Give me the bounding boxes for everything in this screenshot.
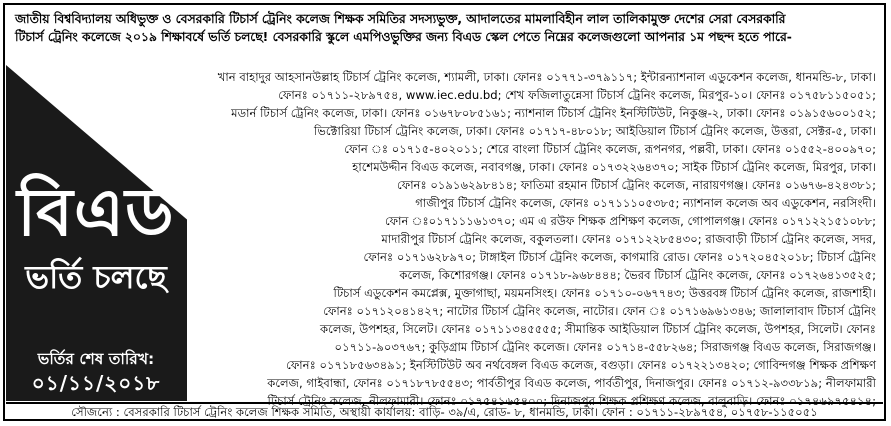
listing-line: কলেজ, উপশহর, সিলেট। ফোনঃ ০১৭১১৩৪৫৫৫৫; সীমান্তিক আইডিয়াল টিচার্স ট্রেনিং কলেজ, উপশহর, সিলেট। ফোনঃ xyxy=(320,322,876,336)
listing-line: মাদারীপুর টিচার্স ট্রেনিং কলেজ, বকুলতলা। ফোনঃ ০১৭১২২৮৫৪৩০; রাজবাড়ী টিচার্স ট্রেনিং কলেজ, সদর, xyxy=(381,232,876,246)
headline-title: বিএড xyxy=(17,173,175,251)
listing-line: টিচার্স ট্রেনিং কলেজ, নীলফামারী। ফোনঃ ০১৭৫৪১৬৫৪০০; দিনাজপুর শিক্ষক প্রশিক্ষণ কলেজ, বালুবাড়ি। ফোনঃ ০১৭৪৬৯৭৫৪১৪; xyxy=(267,394,876,408)
advertisement xyxy=(3,3,886,421)
listing-line: হাশেমউদ্দীন বিএড কলেজ, নবাবগঞ্জ, ঢাকা। ফোনঃ ০১৭৩২২৬৪৩৭০; সাইক টিচার্স ট্রেনিং কলেজ, মিরপুর, ঢাকা। xyxy=(352,160,876,174)
deadline-date: ০১/১১/২০১৮ xyxy=(31,371,161,395)
listing-line: টিচার্স এডুকেশন কমপ্লেক্স, মুক্তাগাছা, ময়মনসিংহ। ফোনঃ ০১৭১০-০৬৭৭৪৩; উত্তরবঙ্গ টিচার্স ট্রেনিং কলেজ, রাজশাহী। xyxy=(333,286,876,300)
listing-line: ফোনঃ ০১৭১২০৪১৪২৭; নাটোর টিচার্স ট্রেনিং কলেজ, নাটোর। ফোন ঃ ০১৭১৬৯৬১৩৪৬; জালালাবাদ টিচার্স ট্রেনিং xyxy=(323,304,876,318)
listing-line: ০১৭১১-৯০৩৭৬৭; কুড়িগ্রাম টিচার্স ট্রেনিং কলেজ। ফোনঃ ০১৭১৪-৫৫৮২৬৪; সিরাজগঞ্জ বিএড কলেজ, সিরাজগঞ্জ। xyxy=(334,340,876,354)
listing-line: খান বাহাদুর আহসানউল্লাহ টিচার্স ট্রেনিং কলেজ, শ্যামলী, ঢাকা। ফোনঃ ০১৭৭১-৩৭৯১১৭; ইন্টারন্যাশনাল এডুকেশন কলেজ, ধানমন্ডি-৮, ঢাকা। xyxy=(217,70,876,84)
deadline-label: ভর্তির শেষ তারিখ: xyxy=(37,350,155,368)
intro-line-1: জাতীয় বিশ্ববিদ্যালয় অধিভুক্ত ও বেসরকারি টিচার্স ট্রেনিং কলেজ শিক্ষক সমিতির সদস্যভুক্ত, আদালতের মামলাবিহীন লাল তালিকামুক্ত দেশের সেরা বেসরকারি xyxy=(15,12,786,26)
listing-line: ফোনঃ ০১৭১৬২৮৯৭০; টাঙ্গাইল টিচার্স ট্রেনিং কলেজ, কাগমারি রোড। ফোনঃ ০১৭২০৪৫২০১৮; টিচার্স ট্রেনিং xyxy=(363,250,876,264)
intro-line-2: টিচার্স ট্রেনিং কলেজে ২০১৯ শিক্ষাবর্ষে ভর্তি চলছে! বেসরকারি স্কুলে এমপিওভুক্তির জন্য বিএড স্কেল পেতে নিম্নের কলেজগুলো আপনার ১ম পছন্দ হতে পারে- xyxy=(15,30,792,44)
sponsor-footer: সৌজন্যে : বেসরকারি টিচার্স ট্রেনিং কলেজ শিক্ষক সমিতি, অস্থায়ী কার্যালয়: বাড়ি- ৩৯/এ, রোড- ৮, ধানমন্ডি, ঢাকা। ফোন : ০১৭১১-২৮৯৭৫৪, ০১৭৫৮-১১৫০৫১ xyxy=(6,402,883,421)
listing-line: ফোনঃ ০১৭১১-২৮৯৭৫৪, www.iec.edu.bd; শেখ ফজিলাতুন্নেসা টিচার্স ট্রেনিং কলেজ, মিরপুর-১০। ফোনঃ ০১৭৫৮১১৫০৫১; xyxy=(278,88,876,102)
listing-line: গাজীপুর টিচার্স ট্রেনিং কলেজ, ফোনঃ ০১৭১১১০৫৩৮৫; ন্যাশনাল কলেজ অব এডুকেশন, নরসিংদী। xyxy=(415,196,876,210)
listing-line: ভিক্টোরিয়া টিচার্স ট্রেনিং কলেজ, ঢাকা। ফোনঃ ০১৭১৭-৪৮০১৮; আইডিয়াল টিচার্স ট্রেনিং কলেজ, উত্তরা, সেক্টর-৫, ঢাকা। xyxy=(313,124,876,138)
listing-line: ফোনঃ ০১৭১৮৫৬৩৪৯১; ইনস্টিটিউট অব নর্থবেঙ্গল বিএড কলেজ, বগুড়া। ফোনঃ ০১৭২২১৩৪২০; গোবিন্দগঞ্জ শিক্ষক প্রশিক্ষণ xyxy=(286,358,876,372)
headline-subtitle: ভর্তি চলছে xyxy=(25,258,167,296)
listing-line: ফোনঃ ০১৯১৬২৯৮৪১৪; ফাতিমা রহমান টিচার্স ট্রেনিং কলেজ, নারায়ণগঞ্জ। ফোনঃ ০১৬৭৬-৪২৪৩৮১; xyxy=(397,178,876,192)
listing-line: ফোন ঃ ০১৭১৫-৪০২০১১; শেরে বাংলা টিচার্স ট্রেনিং কলেজ, রূপনগর, পল্লবী, ঢাকা। ফোনঃ ০১৫৫২-৪০০৯৭০; xyxy=(344,142,876,156)
listing-line: ফোন ঃ০১৭১১১৬১৩৭০; এম এ রউফ শিক্ষক প্রশিক্ষণ কলেজ, গোপালগঞ্জ। ফোনঃ ০১৭১২২১৫১০৮৮; xyxy=(384,214,876,228)
listing-line: কলেজ, কিশোরগঞ্জ। ফোনঃ ০১৭১৮-৯৬৮৪৪৪; ভৈরব টিচার্স ট্রেনিং কলেজ, ফোনঃ ০১৭২৬৪১৩৫২৫; xyxy=(399,268,876,282)
listing-line: কলেজ, গাইবান্ধা, ফোনঃ ০১৭১৮৭৮৫৫৪৩; পার্বতীপুর বিএড কলেজ, পার্বতীপুর, দিনাজপুর। ফোনঃ ০১৭১২-৯৩৩৮১৯; নীলফামারী xyxy=(267,376,876,390)
intro-text xyxy=(15,10,878,64)
listing-line: মডার্ন টিচার্স ট্রেনিং কলেজ, ঢাকা। ফোনঃ ০১৬৭৮০৮৫১৬১; ন্যাশনাল টিচার্স ট্রেনিং ইনস্টিটিউট, নিকুঞ্জ-২, ঢাকা। ফোনঃ ০১৯১৫৬০০১৫২; xyxy=(231,106,876,120)
